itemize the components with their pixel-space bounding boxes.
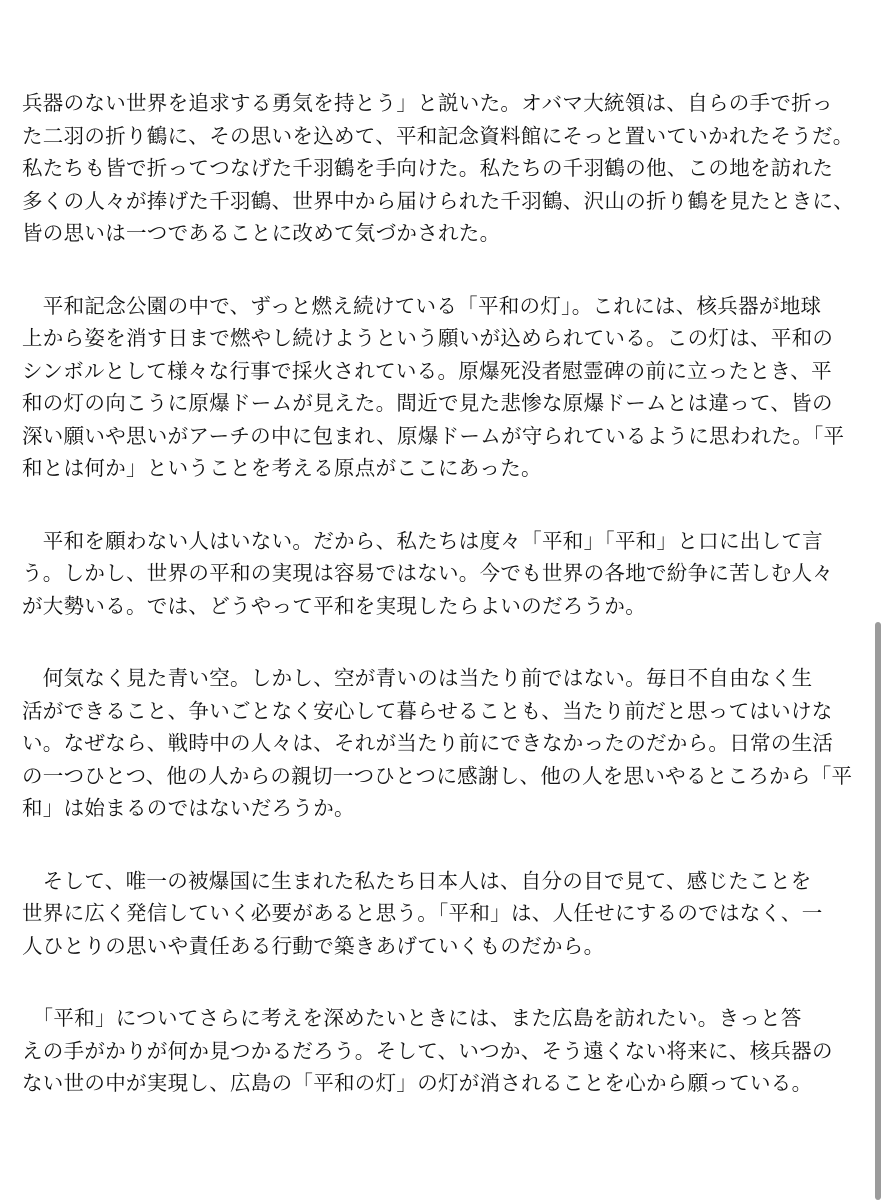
text-line: 平和を願わない人はいない。だから、私たちは度々「平和」「平和」と口に出して言 xyxy=(22,528,823,553)
text-line: 人ひとりの思いや責任ある行動で築きあげていくものだから。 xyxy=(22,933,605,958)
scrollbar[interactable] xyxy=(879,0,885,1200)
text-line: ない世の中が実現し、広島の「平和の灯」の灯が消されることを心から願っている。 xyxy=(22,1071,813,1095)
paragraph xyxy=(22,290,845,485)
text-line: 和とは何か」ということを考える原点がここにあった。 xyxy=(22,456,542,480)
text-line: 活ができること、争いごとなく安心して暮らせることも、当たり前だと思ってはいけな xyxy=(22,698,833,723)
text-line: 「平和」についてさらに考えを深めたいときには、また広島を訪れたい。きっと答 xyxy=(22,1006,802,1030)
text-line: 平和記念公園の中で、ずっと燃え続けている「平和の灯」。これには、核兵器が地球 xyxy=(22,293,822,318)
text-line: 多くの人々が捧げた千羽鶴、世界中から届けられた千羽鶴、沢山の折り鶴を見たときに、 xyxy=(22,188,854,213)
text-line: 兵器のない世界を追求する勇気を持とう」と説いた。オバマ大統領は、自らの手で折っ xyxy=(22,91,833,115)
essay-text xyxy=(22,87,854,1140)
text-line: シンボルとして様々な行事で採火されている。原爆死没者慰霊碑の前に立ったとき、平 xyxy=(22,358,832,383)
text-line: 深い願いや思いがアーチの中に包まれ、原爆ドームが守られているように思われた。「平 xyxy=(22,423,845,448)
text-line: た二羽の折り鶴に、その思いを込めて、平和記念資料館にそっと置いていかれたそうだ。 xyxy=(22,123,854,148)
text-line: 上から姿を消す日まで燃やし続けようという願いが込められている。この灯は、平和の xyxy=(22,326,834,350)
text-line: の一つひとつ、他の人からの親切一つひとつに感謝し、他の人を思いやるところから「平 xyxy=(22,763,853,788)
paragraph xyxy=(22,87,854,250)
text-line: えの手がかりが何か見つかるだろう。そして、いつか、そう遠くない将来に、核兵器の xyxy=(22,1038,833,1063)
text-line: そして、唯一の被爆国に生まれた私たち日本人は、自分の目で見て、感じたことを xyxy=(22,868,812,893)
text-line: う。しかし、世界の平和の実現は容易ではない。今でも世界の各地で紛争に苦しむ人々 xyxy=(22,561,834,585)
paragraph xyxy=(22,1002,842,1100)
paragraph xyxy=(22,865,842,963)
text-line: 皆の思いは一つであることに改めて気づかされた。 xyxy=(22,221,501,245)
scrollbar-thumb[interactable] xyxy=(875,622,881,1200)
paragraph xyxy=(22,662,853,825)
text-line: が大勢いる。では、どうやって平和を実現したらよいのだろうか。 xyxy=(22,593,646,618)
text-line: い。なぜなら、戦時中の人々は、それが当たり前にできなかったのだから。日常の生活 xyxy=(22,731,834,755)
text-line: 何気なく見た青い空。しかし、空が青いのは当たり前ではない。毎日不自由なく生 xyxy=(22,666,813,690)
text-line: 私たちも皆で折ってつなげた千羽鶴を手向けた。私たちの千羽鶴の他、この地を訪れた xyxy=(22,156,834,180)
text-line: 和」は始まるのではないだろうか。 xyxy=(22,796,355,820)
text-line: 和の灯の向こうに原爆ドームが見えた。間近で見た悲惨な原爆ドームとは違って、皆の xyxy=(22,391,833,415)
paragraph xyxy=(22,525,842,623)
text-line: 世界に広く発信していく必要があると思う。「平和」は、人任せにするのではなく、一 xyxy=(22,901,823,925)
